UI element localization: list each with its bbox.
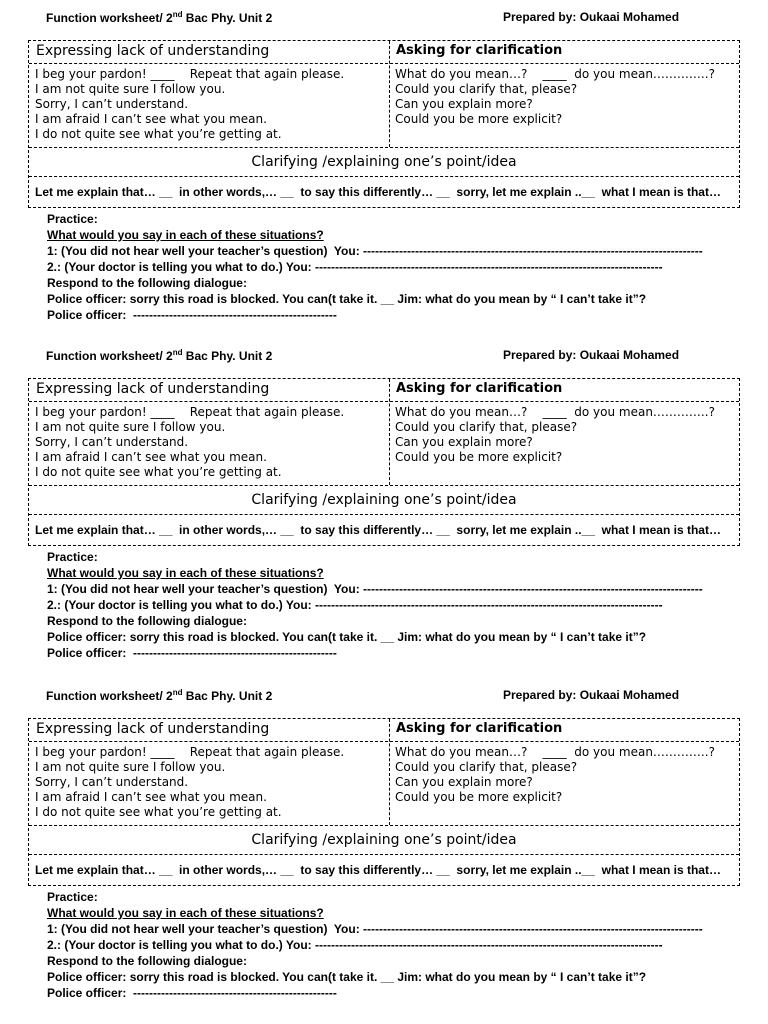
dialogue-line: Police officer: sorry this road is blocked. You can(t take it. __ Jim: what do you mean by “ I can’t take it”? [47,292,647,306]
worksheet-copy-3 [0,686,768,1016]
row-divider [29,485,739,486]
list-item: Can you explain more? [395,435,533,449]
row-divider [29,147,739,148]
practice-item-1: 1: (You did not hear well your teacher’s question) You: ------------------------------------------------------------------------------------- [47,244,703,258]
header-title: Function worksheet/ 2nd Bac Phy. Unit 2 [46,348,273,363]
header-author: Prepared by: Oukaai Mohamed [503,10,680,24]
list-item: Can you explain more? [395,775,533,789]
col1-list [35,405,344,480]
practice-item-2: 2.: (Your doctor is telling you what to do.) You: --------------------------------------------------------------------------------------- [47,260,663,274]
list-item: I am afraid I can’t see what you mean. [35,112,267,126]
list-item: I beg your pardon! ____ Repeat that again please. [35,405,345,419]
list-item: Could you be more explicit? [395,112,563,126]
practice-item-2: 2.: (Your doctor is telling you what to do.) You: --------------------------------------------------------------------------------------- [47,938,663,952]
list-item: Could you clarify that, please? [395,420,578,434]
dialogue-label: Respond to the following dialogue: [47,614,247,628]
column-divider [389,41,390,147]
list-item: Sorry, I can’t understand. [35,97,189,111]
practice-section [47,549,703,661]
header-author: Prepared by: Oukaai Mohamed [503,348,680,362]
worksheet-header [46,346,768,364]
row-divider [29,401,739,402]
dialogue-label: Respond to the following dialogue: [47,954,247,968]
dialogue-label: Respond to the following dialogue: [47,276,247,290]
clarify-phrases: Let me explain that… __ in other words,… __ to say this differently… __ sorry, let me explain ..__ what I mean is that… [35,863,721,877]
list-item: I do not quite see what you’re getting at. [35,127,282,141]
worksheet-copy-2 [0,346,768,676]
col2-title: Asking for clarification [396,43,563,58]
col1-title: Expressing lack of understanding [36,381,270,397]
list-item: I am afraid I can’t see what you mean. [35,450,267,464]
list-item: I beg your pardon! ____ Repeat that again please. [35,745,345,759]
practice-item-2: 2.: (Your doctor is telling you what to do.) You: --------------------------------------------------------------------------------------- [47,598,663,612]
list-item: I am not quite sure I follow you. [35,82,226,96]
row-divider [29,854,739,855]
practice-question: What would you say in each of these situations? [47,906,324,920]
row-divider [29,825,739,826]
col1-list [35,745,344,820]
practice-item-1: 1: (You did not hear well your teacher’s question) You: ------------------------------------------------------------------------------------- [47,922,703,936]
list-item: Can you explain more? [395,97,533,111]
list-item: Sorry, I can’t understand. [35,775,189,789]
col1-list [35,67,344,142]
list-item: I do not quite see what you’re getting at. [35,465,282,479]
list-item: I am not quite sure I follow you. [35,420,226,434]
list-item: I am afraid I can’t see what you mean. [35,790,267,804]
worksheet-header [46,8,768,26]
header-title: Function worksheet/ 2nd Bac Phy. Unit 2 [46,10,273,25]
header-title: Function worksheet/ 2nd Bac Phy. Unit 2 [46,688,273,703]
col2-list [395,67,715,127]
function-table [28,40,740,208]
dialogue-line: Police officer: sorry this road is blocked. You can(t take it. __ Jim: what do you mean by “ I can’t take it”? [47,970,647,984]
list-item: What do you mean…? ____ do you mean…………..? [395,405,715,419]
clarify-title: Clarifying /explaining one’s point/idea [251,154,517,170]
clarify-title: Clarifying /explaining one’s point/idea [251,832,517,848]
officer-line: Police officer: --------------------------------------------------- [47,986,337,1000]
officer-line: Police officer: --------------------------------------------------- [47,308,337,322]
list-item: Could you be more explicit? [395,790,563,804]
officer-line: Police officer: --------------------------------------------------- [47,646,337,660]
practice-section [47,889,703,1001]
row-divider [29,63,739,64]
list-item: I do not quite see what you’re getting at. [35,805,282,819]
row-divider [29,514,739,515]
col2-list [395,745,715,805]
list-item: Could you be more explicit? [395,450,563,464]
list-item: Could you clarify that, please? [395,82,578,96]
dialogue-line: Police officer: sorry this road is blocked. You can(t take it. __ Jim: what do you mean by “ I can’t take it”? [47,630,647,644]
column-divider [389,379,390,485]
list-item: I am not quite sure I follow you. [35,760,226,774]
list-item: What do you mean…? ____ do you mean…………..? [395,67,715,81]
worksheet-header [46,686,768,704]
list-item: I beg your pardon! ____ Repeat that again please. [35,67,345,81]
row-divider [29,741,739,742]
worksheet-copy-1 [0,8,768,338]
clarify-phrases: Let me explain that… __ in other words,… __ to say this differently… __ sorry, let me explain ..__ what I mean is that… [35,185,721,199]
row-divider [29,176,739,177]
list-item: What do you mean…? ____ do you mean…………..? [395,745,715,759]
practice-label: Practice: [47,890,98,904]
col2-list [395,405,715,465]
clarify-title: Clarifying /explaining one’s point/idea [251,492,517,508]
practice-item-1: 1: (You did not hear well your teacher’s question) You: ------------------------------------------------------------------------------------- [47,582,703,596]
column-divider [389,719,390,825]
clarify-phrases: Let me explain that… __ in other words,… __ to say this differently… __ sorry, let me explain ..__ what I mean is that… [35,523,721,537]
practice-section [47,211,703,323]
list-item: Sorry, I can’t understand. [35,435,189,449]
practice-question: What would you say in each of these situations? [47,228,324,242]
function-table [28,718,740,886]
col1-title: Expressing lack of understanding [36,721,270,737]
col1-title: Expressing lack of understanding [36,43,270,59]
practice-label: Practice: [47,212,98,226]
list-item: Could you clarify that, please? [395,760,578,774]
col2-title: Asking for clarification [396,381,563,396]
practice-label: Practice: [47,550,98,564]
function-table [28,378,740,546]
practice-question: What would you say in each of these situations? [47,566,324,580]
col2-title: Asking for clarification [396,721,563,736]
header-author: Prepared by: Oukaai Mohamed [503,688,680,702]
